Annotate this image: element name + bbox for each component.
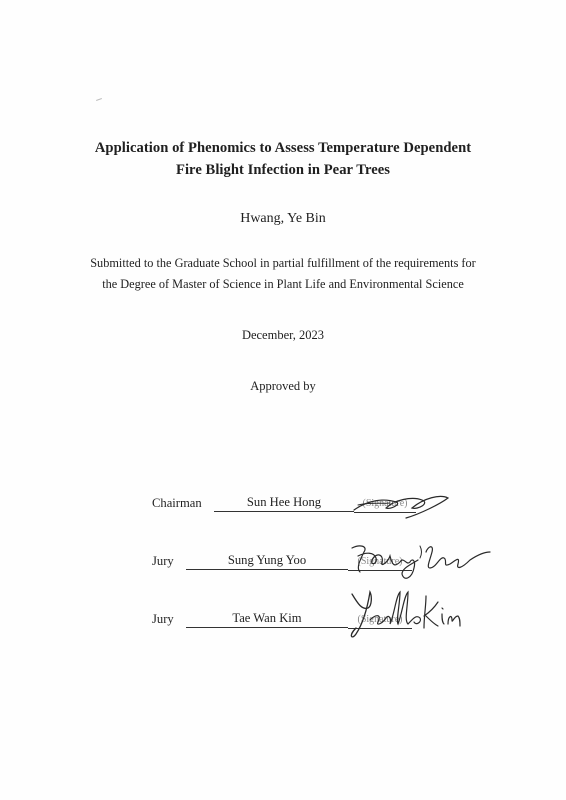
handwritten-signature [350,488,460,522]
committee-row-jury-1 [0,552,566,582]
committee-member-name: Sung Yung Yoo [186,552,348,570]
committee-member-name: Sun Hee Hong [214,494,354,512]
author-name: Hwang, Ye Bin [240,211,326,226]
committee-role: Chairman [152,496,202,510]
committee-row-chairman [0,494,566,524]
signature-field: (Signature) [348,553,412,571]
submission-statement-line-2: the Degree of Master of Science in Plant Life and Environmental Science [102,277,464,291]
committee-member-name: Tae Wan Kim [186,610,348,628]
handwritten-signature [346,538,496,588]
signature-field: (Signature) [354,495,416,513]
thesis-title-line-1: Application of Phenomics to Assess Temperature Dependent [94,140,472,156]
committee-row-jury-2 [0,610,566,640]
committee-role: Jury [152,554,174,568]
submission-statement-line-1: Submitted to the Graduate School in partial fulfillment of the requirements for [90,256,476,270]
approved-by-label: Approved by [250,379,316,393]
scan-mark [96,98,102,101]
committee-role: Jury [152,612,174,626]
thesis-title-line-2: Fire Blight Infection in Pear Trees [175,162,390,178]
signature-field: (Signature) [348,611,412,629]
handwritten-signature [342,586,462,646]
submission-date: December, 2023 [241,328,325,342]
